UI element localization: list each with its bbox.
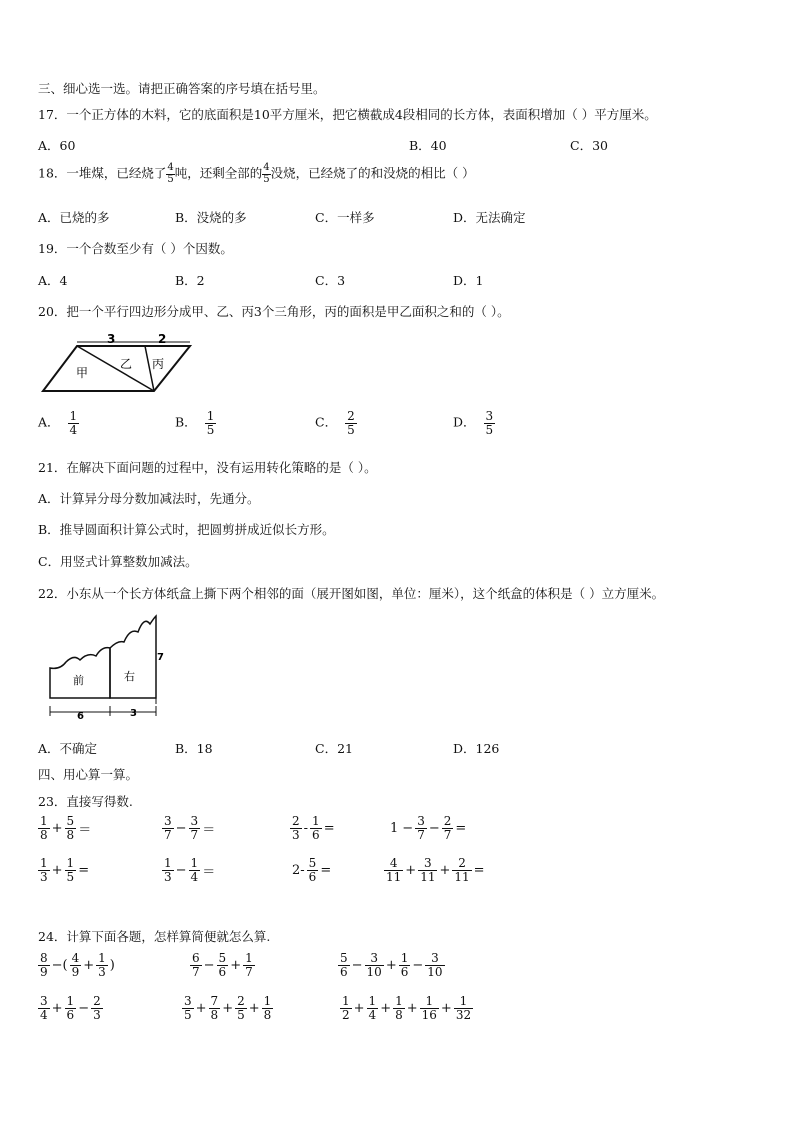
q23-item-3: $\frac{2}{3}$ - $\frac{1}{6}$ = bbox=[292, 814, 335, 842]
q20-option-a: A． $\frac{1}{4}$ bbox=[38, 409, 78, 437]
q18-fraction-1: $\frac{4}{5}$ bbox=[167, 162, 174, 185]
q18-text-mid1: 吨，还剩全部的 bbox=[174, 165, 263, 181]
q20-option-b: B． $\frac{1}{5}$ bbox=[175, 409, 215, 437]
q23-item-7: 2- $\frac{5}{6}$ = bbox=[292, 856, 332, 884]
q24-item-3: $\frac{5}{6}$ − $\frac{3}{10}$ + $\frac{1}{6}$ − $\frac{3}{10}$ bbox=[340, 951, 443, 979]
q17-option-a: A．60 bbox=[38, 138, 76, 153]
q17-text: 17．一个正方体的木料，它的底面积是10平方厘米，把它横截成4段相同的长方体，表面积增加（ ）平方厘米。 bbox=[38, 107, 657, 122]
q21-option-a: A．计算异分母分数加减法时，先通分。 bbox=[38, 491, 260, 506]
label-7: 7 bbox=[157, 652, 164, 663]
q18-option-b: B．没烧的多 bbox=[175, 210, 247, 225]
q18-option-d: D．无法确定 bbox=[453, 210, 526, 225]
q17-option-b: B．40 bbox=[409, 138, 447, 153]
q22-net-figure bbox=[40, 612, 170, 722]
q23-item-2: $\frac{3}{7}$ − $\frac{3}{7}$ ＝ bbox=[164, 814, 216, 842]
q21-text: 21．在解决下面问题的过程中，没有运用转化策略的是（ ）。 bbox=[38, 460, 377, 475]
label-right: 右 bbox=[124, 670, 135, 683]
q20-parallelogram-figure bbox=[40, 330, 200, 396]
q22-option-c: C．21 bbox=[315, 741, 353, 756]
q21-option-b: B．推导圆面积计算公式时，把圆剪拼成近似长方形。 bbox=[38, 522, 335, 537]
diagonal-line bbox=[77, 346, 154, 391]
q24-item-4: $\frac{3}{4}$ + $\frac{1}{6}$ − $\frac{2}{3}$ bbox=[40, 994, 101, 1022]
label-bing: 丙 bbox=[152, 357, 165, 371]
label-2: 2 bbox=[158, 332, 167, 346]
q24-item-5: $\frac{3}{5}$ + $\frac{7}{8}$ + $\frac{2}{5}$ + $\frac{1}{8}$ bbox=[184, 994, 272, 1022]
q18-option-a: A．已烧的多 bbox=[38, 210, 110, 225]
label-yi: 乙 bbox=[120, 357, 133, 371]
section-4-title: 四、用心算一算。 bbox=[38, 767, 139, 782]
q24-item-6: $\frac{1}{2}$ + $\frac{1}{4}$ + $\frac{1}{8}$ + $\frac{1}{16}$ + $\frac{1}{32}$ bbox=[342, 994, 472, 1022]
label-3: 3 bbox=[130, 708, 137, 719]
q23-item-1: $\frac{1}{8}$ + $\frac{5}{8}$ ＝ bbox=[40, 814, 92, 842]
section-3-title: 三、细心选一选。请把正确答案的序号填在括号里。 bbox=[38, 81, 326, 96]
label-jia: 甲 bbox=[76, 366, 89, 380]
q23-item-4: 1 − $\frac{3}{7}$ − $\frac{2}{7}$ = bbox=[390, 814, 467, 842]
q22-option-b: B．18 bbox=[175, 741, 213, 756]
q18-fraction-2: $\frac{4}{5}$ bbox=[263, 162, 270, 185]
q23-item-6: $\frac{1}{3}$ − $\frac{1}{4}$ ＝ bbox=[164, 856, 216, 884]
q24-title: 24．计算下面各题，怎样算简便就怎么算. bbox=[38, 929, 271, 944]
q23-item-8: $\frac{4}{11}$ + $\frac{3}{11}$ + $\frac{2}{11}$ = bbox=[386, 856, 485, 884]
q20-text: 20．把一个平行四边形分成甲、乙、丙3个三角形，丙的面积是甲乙面积之和的（ ）。 bbox=[38, 304, 510, 319]
label-3: 3 bbox=[107, 332, 116, 346]
label-6: 6 bbox=[77, 711, 84, 722]
q22-option-a: A．不确定 bbox=[38, 741, 98, 756]
label-front: 前 bbox=[73, 674, 84, 687]
q20-option-d: D． $\frac{3}{5}$ bbox=[453, 409, 494, 437]
q22-text: 22．小东从一个长方体纸盒上撕下两个相邻的面（展开图如图，单位：厘米），这个纸盒的体积是（ ）立方厘米。 bbox=[38, 586, 665, 601]
q19-option-a: A．4 bbox=[38, 273, 68, 288]
q18-text-mid2: 没烧，已经烧了的和没烧的相比（ ） bbox=[270, 165, 475, 181]
q19-option-c: C．3 bbox=[315, 273, 346, 288]
q18-text-pre: 18．一堆煤，已经烧了 bbox=[38, 165, 167, 181]
q22-option-d: D．126 bbox=[453, 741, 500, 756]
q23-title: 23．直接写得数. bbox=[38, 794, 133, 809]
right-face bbox=[110, 616, 156, 698]
q19-option-d: D．1 bbox=[453, 273, 484, 288]
q24-item-2: $\frac{6}{7}$ − $\frac{5}{6}$ + $\frac{1}{7}$ bbox=[192, 951, 253, 979]
q19-text: 19．一个合数至少有（ ）个因数。 bbox=[38, 241, 233, 256]
front-face bbox=[50, 648, 110, 698]
q18-option-c: C．一样多 bbox=[315, 210, 375, 225]
q17-option-c: C．30 bbox=[570, 138, 608, 153]
q20-option-c: C． $\frac{2}{5}$ bbox=[315, 409, 355, 437]
q24-item-1: $\frac{8}{9}$ −( $\frac{4}{9}$ + $\frac{1}{3}$ ) bbox=[40, 951, 115, 979]
q21-option-c: C．用竖式计算整数加减法。 bbox=[38, 554, 198, 569]
q23-item-5: $\frac{1}{3}$ + $\frac{1}{5}$ = bbox=[40, 856, 90, 884]
q19-option-b: B．2 bbox=[175, 273, 205, 288]
q18-text bbox=[38, 163, 475, 185]
